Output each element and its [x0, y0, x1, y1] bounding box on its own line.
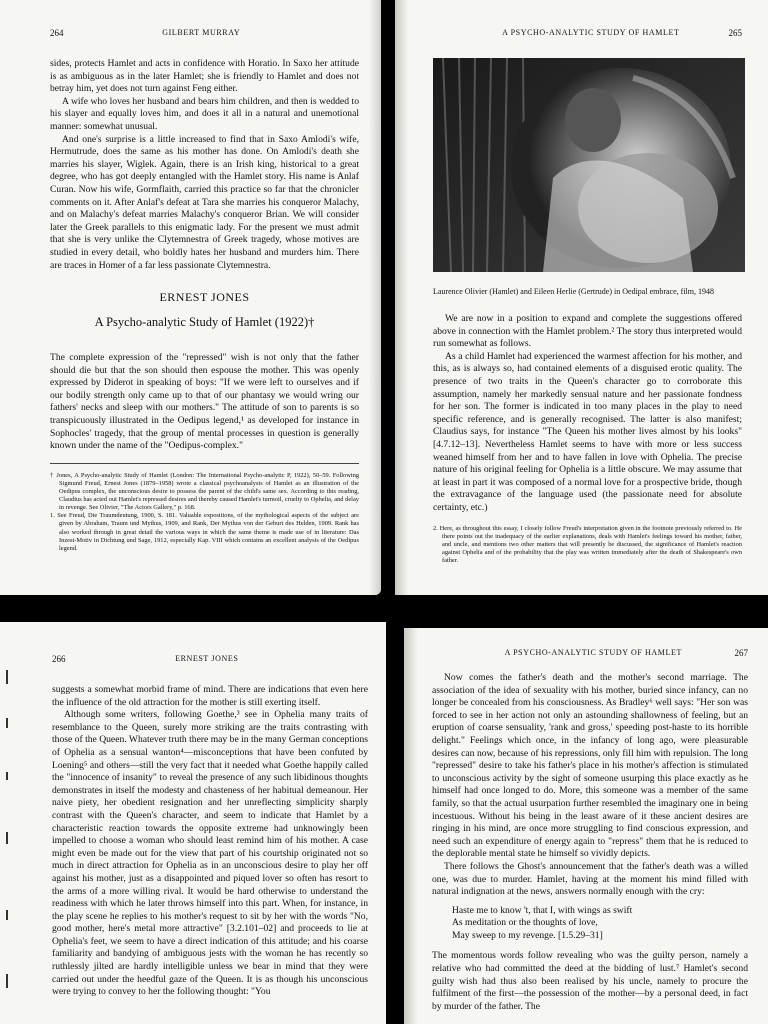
paragraph: The complete expression of the "repressed" wish is not only that the father should die but that the son should then espouse the mother. This was openly expressed by Diderot in speaking of boys: "If we were left to ourselves and if our bodily strength only came up to that of our phantasy we would wring our fathers' necks and sleep with our mothers." The attitude of son to parents is so transpicuously illustrated in the Oedipus legend,¹ as developed for instance in Sophocles' tragedy, that the group of mental processes in question is generally known under the name of the "Oedipus-complex." [50, 352, 359, 452]
footnotes [433, 525, 742, 565]
running-head-title: A PSYCHO-ANALYTIC STUDY OF HAMLET [504, 648, 682, 657]
page-264 [0, 0, 381, 595]
running-head [52, 654, 368, 664]
footnote-rule [50, 463, 359, 464]
paragraph: Now comes the father's death and the mother's second marriage. The association of the idea of sexuality with his mother, buried since infancy, can no longer be concealed from his consciousness. As Bradley⁶ well says: "Her son was forced to see in her action not only an astounding shallowness of feeling, but an eruption of coarse sensuality, 'rank and gross,' speeding post-haste to its horrible delight." Feelings which once, in the infancy of long ago, were pleasurable desires can now, because of his repressions, only fill him with repulsion. The long "repressed" desire to take his father's place in his mother's affection is stimulated to unconscious activity by the sight of someone usurping this place exactly as he himself had once longed to do. More, this someone was a member of the same family, so that the actual usurpation further resembled the imaginary one in being incestuous. Without his being in the least aware of it these ancient desires are ringing in his mind, are once more struggling to find conscious expression, and need such an expenditure of energy again to "repress" them that he is reduced to the deplorable mental state he himself so vividly depicts. [432, 672, 748, 860]
page-number: 267 [734, 648, 748, 658]
page-number: 265 [728, 28, 742, 38]
body-text [50, 58, 359, 272]
running-head-title: ERNEST JONES [175, 654, 239, 663]
paragraph: A wife who loves her husband and bears him children, and then is wedded to his slayer and equally loves him, and does it all in a natural and unemotional manner: somewhat unusual. [50, 95, 359, 132]
essay-body [50, 352, 359, 453]
page-265 [395, 0, 768, 595]
body-text [433, 313, 742, 515]
verse-quotation [452, 905, 748, 943]
page-267 [404, 628, 768, 1024]
paragraph: suggests a somewhat morbid frame of mind. There are indications that even here the influence of the old attraction for the mother is still exerting itself. [52, 684, 368, 708]
paragraph: There follows the Ghost's announcement that the father's death was a willed one, was due to murder. Hamlet, having at the moment his mind filled with natural indignation at the news, answers normally enough with the cry: [432, 860, 748, 898]
body-text [52, 684, 368, 999]
margin-pencil-marks [0, 622, 18, 1024]
paragraph: We are now in a position to expand and complete the suggestions offered above in connection with the Hamlet problem.² The story thus interpreted would run somewhat as follows. [433, 313, 742, 350]
running-head-title: A PSYCHO-ANALYTIC STUDY OF HAMLET [502, 28, 680, 37]
footnote: † Jones, A Psycho-analytic Study of Hamlet (London: The International Psycho-analytic P, 1922), 50–59. Following Sigmund Freud, Ernest Jones (1879–1958) wrote a classical psychoanalysis of Hamlet as an illustration of the Oedipus complex, the unconscious desire to possess the parent of the child's same sex. According to this reading, Claudius has acted out Hamlet's repressed desires and thereby caused Hamlet's turmoil, cruelty to Ophelia, and delay in revenge. See Olivier, "The Actors Gallery," p. 168. [50, 471, 359, 512]
running-head [50, 28, 359, 38]
essay-author: ERNEST JONES [159, 290, 250, 305]
running-head-title: GILBERT MURRAY [162, 28, 241, 37]
footnotes [50, 472, 359, 553]
paragraph: sides, protects Hamlet and acts in confidence with Horatio. In Saxo her attitude is as ambiguous as in the later Hamlet; she is friendly to Hamlet and does not betray him, yet does not turn against Feng either. [50, 58, 359, 95]
verse-line: May sweep to my revenge. [1.5.29–31] [452, 929, 603, 941]
page-gutter-shadow [404, 628, 418, 1024]
page-number: 264 [50, 28, 64, 38]
film-still-photo [433, 58, 745, 272]
paragraph: And one's surprise is a little increased to find that in Saxo Amlodi's wife, Hermutrude, does the same as his mother has done. On Amlodi's death she marries his slayer, Wiglek. Again, there is an Irish king, historical to a great degree, who has got deeply entangled with the Hamlet story. His name is Anlaf Curan. Now his wife, Gormflaith, carried this practice so far that the chronicler comments on it. After Anlaf's defeat at Tara she marries his conqueror Malachy, and on Malachy's defeat marries Malachy's conqueror Brian. We will consider later the Greek parallels to this enigmatic lady. For the present we must admit that she is very unlike the Clytemnestra of Greek tragedy, whose motives are studied in every detail, who boldly hates her husband and murders him. There are traces in Homer of a far less passionate Clytemnestra. [50, 133, 359, 271]
footnote: 1. See Freud, Die Traumdeutung, 1900, S. 181. Valuable expositions, of the mythological aspects of the subject are given by Abraham, Traum und Mythus, 1909, and Rank, Der Mythus von der Geburt des Helden, 1909. Rank has also worked through in great detail the various ways in which the same theme is made use of in literature: Das Inzest-Motiv in Dichtung und Sage, 1912, especially Kap. VIII which contains an excellent analysis of the Oedipus legend. [50, 512, 359, 552]
verse-line: Haste me to know 't, that I, with wings as swift [452, 904, 633, 916]
photo-caption: Laurence Olivier (Hamlet) and Eileen Herlie (Gertrude) in Oedipal embrace, film, 1948 [433, 287, 714, 296]
film-still-image [433, 58, 745, 272]
page-gutter-shadow [395, 0, 409, 595]
page-gutter-shadow [369, 0, 381, 595]
page-number: 266 [52, 654, 66, 664]
body-text [432, 672, 748, 899]
paragraph: The momentous words follow revealing who was the guilty person, namely a relative who had committed the deed at the bidding of lust.⁷ Hamlet's second guilty wish had thus also been realised by his uncle, namely to procure the fulfilment of the first—the possession of the mother—by a personal deed, in fact by murder of the father. The [432, 950, 748, 1012]
page-266 [0, 622, 386, 1024]
verse-line: As meditation or the thoughts of love, [452, 917, 598, 929]
body-text-continued [432, 950, 748, 1013]
running-head [433, 28, 742, 38]
footnote: 2. Here, as throughout this essay, I closely follow Freud's interpretation given in the footnote previously referred to. He there points out the inadequacy of the earlier explanations, deals with Hamlet's feelings toward his mother, father, and uncle, and mentions two other matters that will presently be discussed, the significance of Hamlet's reaction against Ophelia and of the probability that the play was written immediately after the death of Shakespeare's own father. [433, 524, 742, 564]
paragraph: Although some writers, following Goethe,³ see in Ophelia many traits of resemblance to the Queen, surely more striking are the traits contrasting with those of the Queen. Whatever truth there may be in the many German conceptions of Ophelia as a sensual wanton⁴—misconceptions that have been confuted by Loening⁵ and others—still the very fact that it needed what Goethe happily called the "innocence of insanity" to reveal the presence of any such libidinous thoughts demonstrates in itself the modesty and chasteness of her habitual demeanour. Her naive piety, her obedient resignation and her unreflecting simplicity sharply contrast with the Queen's character, and seem to indicate that Hamlet by a characteristic reaction towards the opposite extreme had unknowingly been impelled to choose a woman who should least remind him of his mother. A case might even be made out for the view that part of his courtship originated not so much in direct attraction for Ophelia as in an unconscious desire to play her off against his mother, just as a disappointed and piqued lover so often has resort to the arms of a more willing rival. It would be hard otherwise to understand the readiness with which he later throws himself into this part. When, for instance, in the play scene he replies to his mother's request to sit by her with the words "No, good mother, here's metal more attractive" [3.2.101–02] and proceeds to lie at Ophelia's feet, we seem to have a direct indication of this attitude; and his coarse familiarity and bandying of ambiguous jests with the woman he has recently so ruthlessly jilted are hardly intelligible unless we bear in mind that they were carried out under the heedful gaze of the Queen. It is as though his unconscious were trying to convey to her the following thought: "You [52, 709, 368, 998]
paragraph: As a child Hamlet had experienced the warmest affection for his mother, and this, as is always so, had contained elements of a disguised erotic quality. The presence of two traits in the Queen's character go to corroborate this assumption, namely her markedly sensual nature and her passionate fondness for her son. The former is indicated in too many places in the play to need specific reference, and is generally recognised. The latter is also manifest; Claudius says, for instance "The Queen his mother lives almost by his looks" [4.7.12–13]. Nevertheless Hamlet seems to have with more or less success weaned himself from her and to have fallen in love with Ophelia. The precise nature of his original feeling for Ophelia is a little obscure. We may assume that at least in part it was composed of a normal love for a prospective bride, though the extravagance of the language used (the passionate need for absolute certainty, etc.) [433, 350, 742, 513]
essay-title: A Psycho-analytic Study of Hamlet (1922)† [94, 315, 315, 330]
running-head [432, 648, 748, 658]
